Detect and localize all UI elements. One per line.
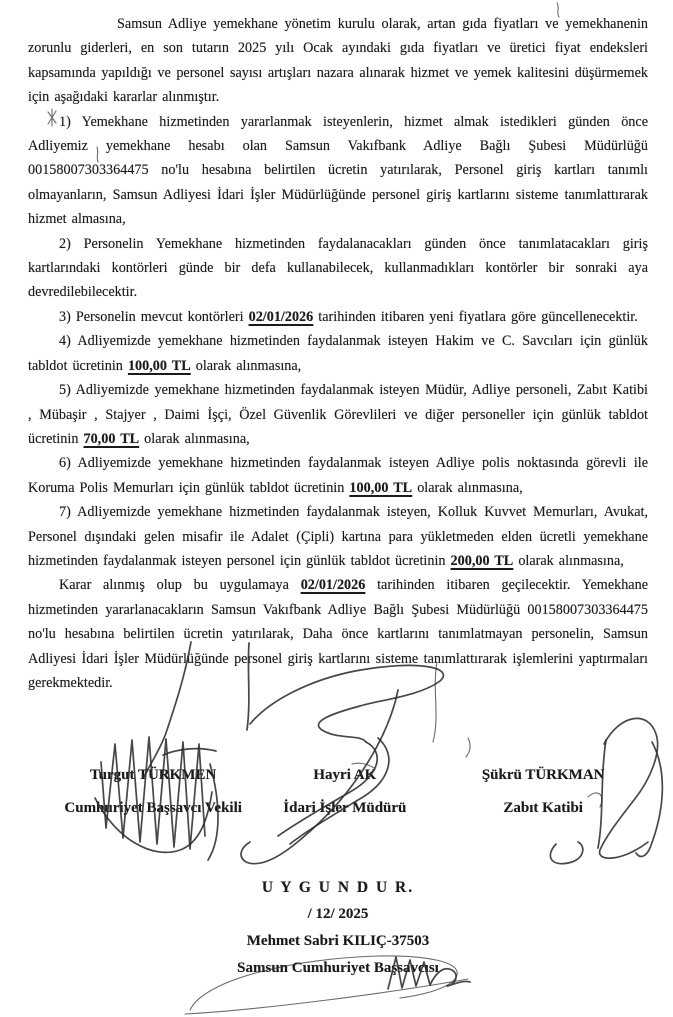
- emphasized-value: 100,00 TL: [127, 357, 191, 374]
- emphasized-value: 02/01/2026: [248, 308, 314, 325]
- approval-date: / 12/ 2025: [307, 906, 369, 922]
- paragraph: [28, 378, 648, 451]
- text-run: 2) Personelin Yemekhane hizmetinden faydalanacakları günden önce tanımlatacakları giriş kartlarındaki kontörleri günde bir defa kullanabilecek, kullanmadıkları kontörler bir sonraki aya devredilebilecektir.: [28, 235, 648, 301]
- signatory-title: İdari İşler Müdürü: [283, 800, 407, 816]
- text-run: 5) Adliyemizde yemekhane hizmetinden faydalanmak isteyen Müdür, Adliye personeli, Zabıt Katibi , Mübaşir , Stajyer , Daimi İşçi, Özel Güvenlik Görevlileri ve diğer personeller için günlük tabldot ücretinin: [28, 382, 648, 447]
- text-run: 6) Adliyemizde yemekhane hizmetinden faydalanmak isteyen Adliye polis noktasında görevli ile Koruma Polis Memurları için günlük tabldot ücretinin: [28, 455, 648, 496]
- approval-heading: U Y G U N D U R.: [261, 879, 415, 896]
- paragraph: [28, 329, 648, 378]
- signature-block: [28, 766, 648, 818]
- signatory-column-3: [438, 766, 648, 818]
- emphasized-value: 02/01/2026: [300, 577, 366, 594]
- text-run: Samsun Adliye yemekhane yönetim kurulu olarak, artan gıda fiyatları ve yemekhanenin zorunlu giderleri, en son tutarın 2025 yılı Ocak ayındaki gıda fiyatları ve üretici fiyat endeksleri kapsamında yapıldığı ve personel sayısı artışları nazara alınarak hizmet ve yemek kalitesini düşürmemek için aşağıdaki kararlar alınmıştır.: [28, 16, 648, 106]
- signatory-name: Şükrü TÜRKMAN: [481, 767, 605, 783]
- signatory-name: Hayri AK: [313, 767, 377, 783]
- paragraph: [28, 110, 648, 232]
- paragraph: [28, 12, 648, 110]
- text-run: Karar alınmış olup bu uygulamaya: [59, 577, 301, 594]
- text-run: tarihinden itibaren yeni fiyatlara göre güncellenecektir.: [313, 308, 638, 325]
- paragraph: [28, 232, 648, 305]
- text-run: 1) Yemekhane hizmetinden yararlanmak isteyenlerin, hizmet almak istedikleri günden önce Adliyemiz yemekhane hesabı olan Samsun Vakıfbank Adliye Bağlı Şubesi Müdürlüğü 00158007303364475 no'lu hesabına belirtilen ücretin yatırılarak, Personel giriş kartları tanımlı olmayanların, Samsun Adliyesi İdari İşler Müdürlüğünde personel giriş kartlarını sisteme tanımlattırarak hizmet almasına,: [28, 113, 648, 228]
- text-run: 4) Adliyemizde yemekhane hizmetinden faydalanmak isteyen Hakim ve C. Savcıları için günlük tabldot ücretinin: [28, 333, 648, 374]
- signatory-column-2: [256, 766, 433, 818]
- signatory-title: Cumhuriyet Başsavcı Vekili: [64, 800, 242, 816]
- emphasized-value: 200,00 TL: [450, 552, 514, 569]
- paragraph: [28, 305, 648, 329]
- emphasized-value: 100,00 TL: [349, 479, 413, 496]
- text-run: olarak alınmasına,: [190, 357, 302, 374]
- signatory-column-1: [53, 766, 253, 818]
- paragraph: [28, 451, 648, 500]
- text-run: 3) Personelin mevcut kontörleri: [59, 308, 249, 325]
- text-run: olarak alınmasına,: [139, 430, 250, 447]
- text-run: olarak alınmasına,: [412, 479, 523, 496]
- paragraph: [28, 500, 648, 573]
- approver-title: Samsun Cumhuriyet Başsavcısı: [237, 960, 439, 976]
- paragraph: [28, 573, 648, 695]
- document-body: [28, 12, 648, 752]
- approver-name: Mehmet Sabri KILIÇ-37503: [246, 933, 430, 949]
- approval-block: [28, 878, 648, 978]
- signatory-name: Turgut TÜRKMEN: [90, 767, 217, 783]
- text-run: 7) Adliyemizde yemekhane hizmetinden faydalanmak isteyen, Kolluk Kuvvet Memurları, Avukat, Personel dışındaki gelen misafir ile Adalet (Çipli) kartına para yükletmeden elden ücretli yemekhane hizmetinden faydalanmak isteyen personel için günlük tabldot ücretinin: [28, 504, 648, 569]
- emphasized-value: 70,00 TL: [83, 430, 140, 447]
- text-run: olarak alınmasına,: [513, 552, 624, 569]
- text-run: tarihinden itibaren geçilecektir. Yemekhane hizmetinden yararlanacakların Samsun Vakıfbank Adliye Bağlı Şubesi Müdürlüğü 00158007303364475 no'lu hesabına belirtilen ücretin yatırılarak, Daha önce kartlarını tanımlatmayan personelin, Samsun Adliyesi İdari İşler Müdürlüğünde personel giriş kartlarını sisteme tanımlattırarak işlemlerini yaptırmaları gerekmektedir.: [28, 577, 648, 691]
- signatory-title: Zabıt Katibi: [503, 800, 583, 816]
